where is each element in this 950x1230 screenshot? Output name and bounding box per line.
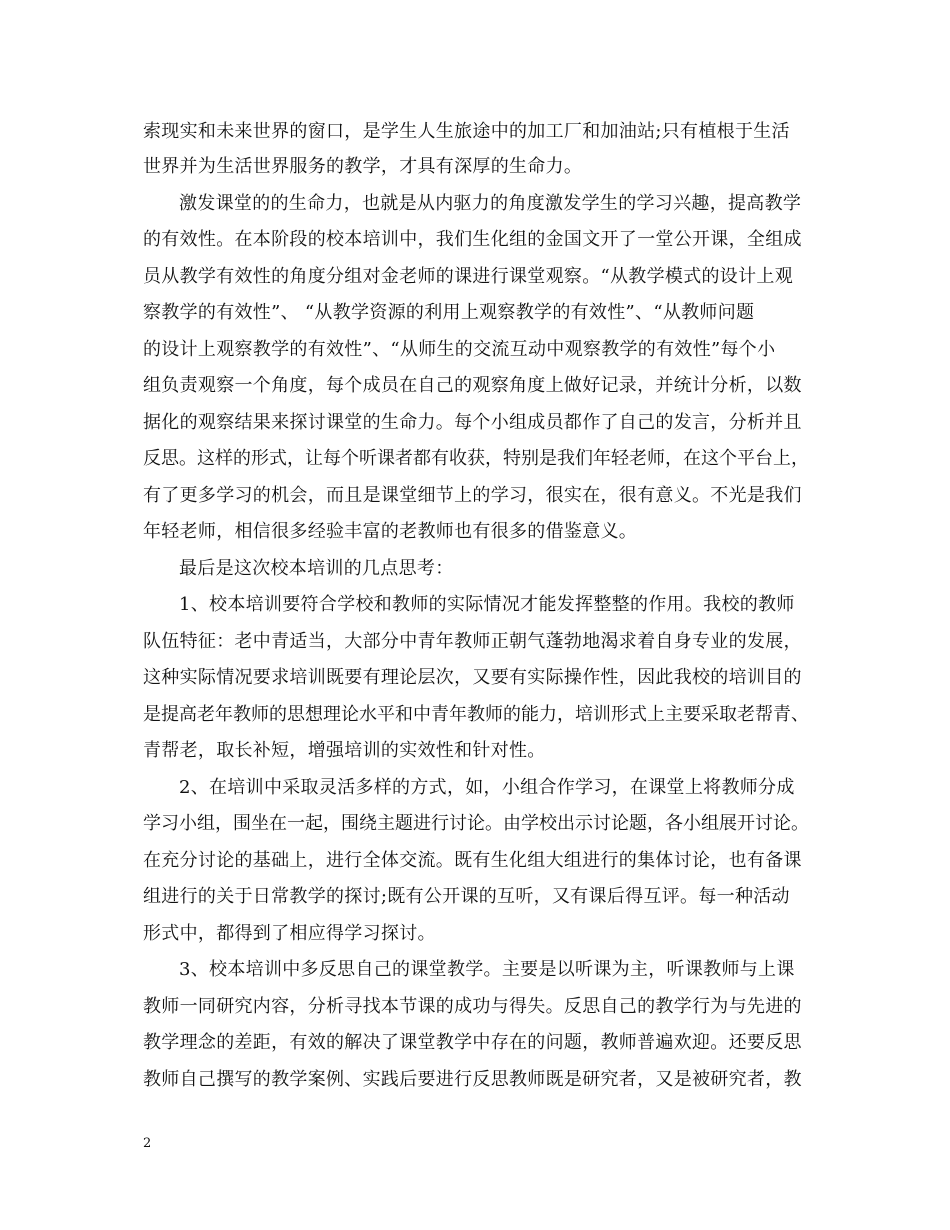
text-line: 在充分讨论的基础上，进行全体交流。既有生化组大组进行的集体讨论，也有备课 xyxy=(143,850,802,871)
paragraph-start-line: 1、校本培训要符合学校和教师的实际情况才能发挥整整的作用。我校的教师 xyxy=(179,594,795,615)
text-line: 据化的观察结果来探讨课堂的生命力。每个小组成员都作了自己的发言，分析并且 xyxy=(143,412,802,433)
text-line: 学习小组，围坐在一起，围绕主题进行讨论。由学校出示讨论题，各小组展开讨论。 xyxy=(143,813,809,834)
text-line: 教师自己撰写的教学案例、实践后要进行反思教师既是研究者，又是被研究者，教 xyxy=(143,1069,802,1090)
text-line: 的有效性。在本阶段的校本培训中，我们生化组的金国文开了一堂公开课，全组成 xyxy=(143,229,802,250)
paragraph-start-line: 2、在培训中采取灵活多样的方式，如，小组合作学习，在课堂上将教师分成 xyxy=(179,777,795,798)
text-line: 组进行的关于日常教学的探讨;既有公开课的互听，又有课后得互评。每一种活动 xyxy=(143,886,790,907)
text-line: 反思。这样的形式，让每个听课者都有收获，特别是我们年轻老师，在这个平台上， xyxy=(143,448,809,469)
text-line: 形式中，都得到了相应得学习探讨。 xyxy=(143,923,436,944)
text-line: 这种实际情况要求培训既要有理论层次，又要有实际操作性，因此我校的培训目的 xyxy=(143,667,802,688)
text-line: 青帮老，取长补短，增强培训的实效性和针对性。 xyxy=(143,740,546,761)
text-line: 有了更多学习的机会，而且是课堂细节上的学习，很实在，很有意义。不光是我们 xyxy=(143,485,802,506)
text-line: 年轻老师，相信很多经验丰富的老教师也有很多的借鉴意义。 xyxy=(143,521,638,542)
text-line: 员从教学有效性的角度分组对金老师的课进行课堂观察。“从教学模式的设计上观 xyxy=(143,266,793,287)
text-line: 组负责观察一个角度，每个成员在自己的观察角度上做好记录，并统计分析，以数 xyxy=(143,375,802,396)
text-line: 队伍特征：老中青适当，大部分中青年教师正朝气蓬勃地渴求着自身专业的发展， xyxy=(143,631,802,652)
text-line: 教师一同研究内容，分析寻找本节课的成功与得失。反思自己的教学行为与先进的 xyxy=(143,996,802,1017)
paragraph-start-line: 激发课堂的的生命力，也就是从内驱力的角度激发学生的学习兴趣，提高教学 xyxy=(179,193,802,214)
text-line: 世界并为生活世界服务的教学，才具有深厚的生命力。 xyxy=(143,156,583,177)
text-line: 是提高老年教师的思想理论水平和中青年教师的能力，培训形式上主要采取老帮青、 xyxy=(143,704,809,725)
paragraph-start-line: 3、校本培训中多反思自己的课堂教学。主要是以听课为主，听课教师与上课 xyxy=(179,959,795,980)
paragraph-start-line: 最后是这次校本培训的几点思考： xyxy=(179,558,454,579)
text-line: 的设计上观察教学的有效性”、“从师生的交流互动中观察教学的有效性”每个小 xyxy=(143,339,776,360)
text-line: 索现实和未来世界的窗口，是学生人生旅途中的加工厂和加油站;只有植根于生活 xyxy=(143,121,790,142)
page-number: 2 xyxy=(143,1136,152,1151)
text-line: 察教学的有效性”、 “从教学资源的利用上观察教学的有效性”、“从教师问题 xyxy=(143,302,755,323)
text-line: 教学理念的差距，有效的解决了课堂教学中存在的问题，教师普遍欢迎。还要反思 xyxy=(143,1032,802,1053)
